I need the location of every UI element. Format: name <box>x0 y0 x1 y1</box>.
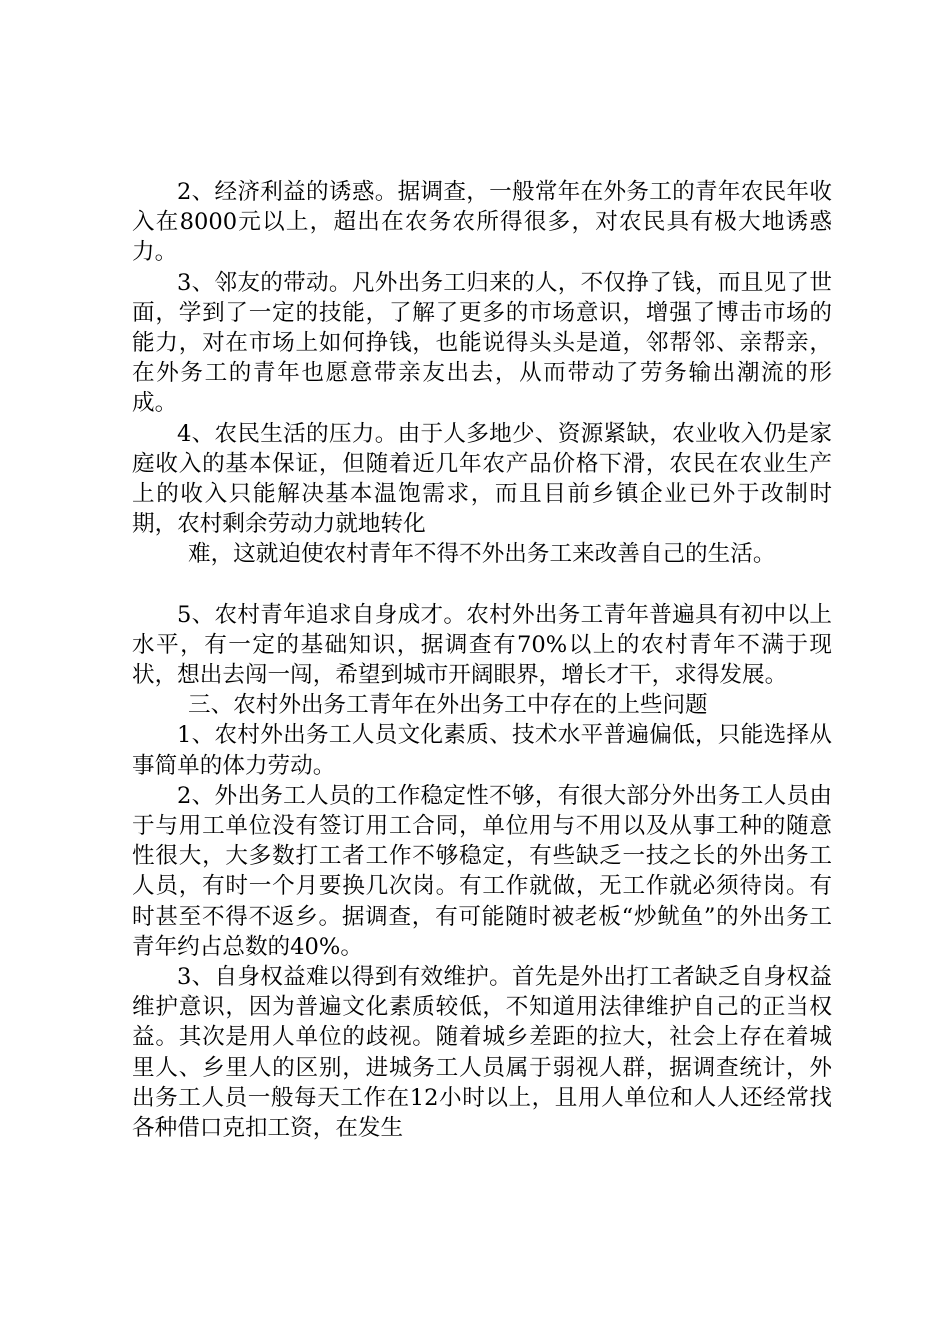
paragraph-living-pressure-continued: 难，这就迫使农村青年不得不外出务工来改善自己的生活。 <box>188 541 776 568</box>
paragraph-neighbor-influence: 3、邻友的带动。凡外出务工归来的人，不仅挣了钱，而且见了世面，学到了一定的技能，了解了更多的市场意识，增强了博击市场的能力，对在市场上如何挣钱，也能说得头头是道，邻帮邻、亲帮亲，在外务工的青年也愿意带亲友出去，从而带动了劳务输出潮流的形成。 <box>132 269 832 417</box>
paragraph-self-development: 5、农村青年追求自身成才。农村外出务工青年普遍具有初中以上水平，有一定的基础知识，据调查有70%以上的农村青年不满于现状，想出去闯一闯，希望到城市开阔眼界，增长才干，求得发展。 <box>132 601 832 689</box>
body-text <box>132 177 832 1143</box>
paragraph-economic-interest: 2、经济利益的诱惑。据调查，一般常年在外务工的青年农民年收入在8000元以上，超出在农务农所得很多，对农民具有极大地诱惑力。 <box>132 179 832 266</box>
paragraph-rights-protection: 3、自身权益难以得到有效维护。首先是外出打工者缺乏自身权益维护意识，因为普遍文化素质较低，不知道用法律维护自己的正当权益。其次是用人单位的歧视。随着城乡差距的拉大，社会上存在着城里人、乡里人的区别，进城务工人员属于弱视人群，据调查统计，外出务工人员一般每天工作在12小时以上，且用人单位和人人还经常找各种借口克扣工资，在发生 <box>132 964 832 1142</box>
section-heading-problems: 三、农村外出务工青年在外出务工中存在的上些问题 <box>188 692 708 719</box>
paragraph-living-pressure: 4、农民生活的压力。由于人多地少、资源紧缺，农业收入仍是家庭收入的基本保证，但随着近几年农产品价格下滑，农民在农业生产上的收入只能解决基本温饱需求，而且目前乡镇企业已外于改制时期，农村剩余劳动力就地转化 <box>132 420 832 538</box>
paragraph-low-skill: 1、农村外出务工人员文化素质、技术水平普遍偏低，只能选择从事简单的体力劳动。 <box>132 722 832 779</box>
paragraph-job-instability: 2、外出务工人员的工作稳定性不够，有很大部分外出务工人员由于与用工单位没有签订用工合同，单位用与不用以及从事工种的随意性很大，大多数打工者工作不够稳定，有些缺乏一技之长的外出务工人员，有时一个月要换几次岗。有工作就做，无工作就必须待岗。有时甚至不得不返乡。据调查，有可能随时被老板“炒鱿鱼”的外出务工青年约占总数的40%。 <box>132 782 832 960</box>
